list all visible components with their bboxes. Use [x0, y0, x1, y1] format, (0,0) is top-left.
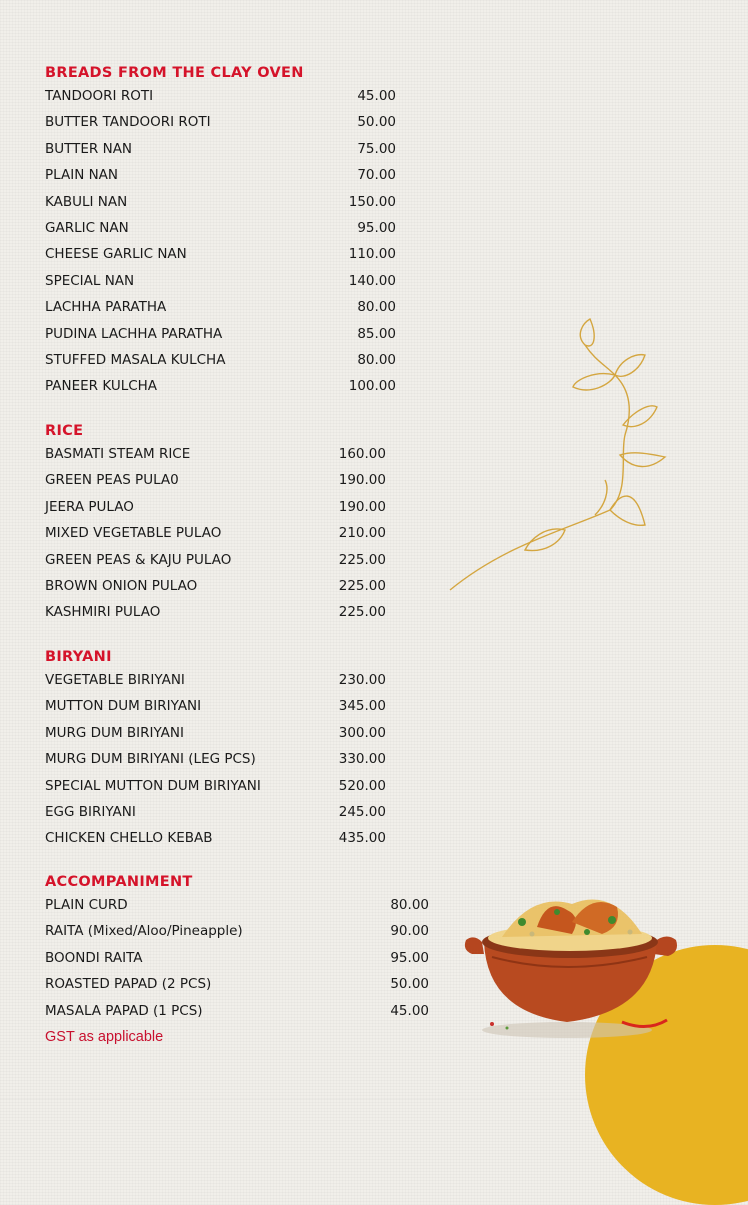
item-name: BUTTER TANDOORI ROTI: [45, 114, 211, 131]
item-price: 75.00: [357, 140, 396, 157]
section-title-rice: RICE: [45, 423, 84, 439]
item-name: PLAIN NAN: [45, 167, 119, 184]
item-name: JEERA PULAO: [45, 498, 134, 515]
section-breads: [45, 63, 396, 400]
menu-item: [45, 971, 429, 997]
item-name: SPECIAL MUTTON DUM BIRIYANI: [45, 777, 261, 794]
item-name: KASHMIRI PULAO: [45, 604, 161, 621]
item-price: 90.00: [390, 923, 429, 940]
menu-item: [45, 373, 396, 399]
item-name: MASALA PAPAD (1 PCS): [45, 1002, 203, 1019]
item-list-accompaniment: [45, 892, 429, 1024]
item-price: 160.00: [338, 446, 386, 462]
item-name: ROASTED PAPAD (2 PCS): [45, 976, 212, 993]
item-price: 80.00: [390, 897, 429, 913]
item-name: BUTTER NAN: [45, 140, 133, 157]
section-biryani: [45, 647, 386, 852]
menu-item: [45, 573, 386, 599]
item-name: CHICKEN CHELLO KEBAB: [45, 830, 213, 847]
item-name: BASMATI STEAM RICE: [45, 446, 191, 462]
item-price: 95.00: [390, 949, 429, 966]
item-name: EGG BIRIYANI: [45, 803, 136, 820]
item-price: 80.00: [357, 351, 396, 368]
menu-item: [45, 799, 386, 825]
menu-item: [45, 918, 429, 944]
menu-item: [45, 109, 396, 135]
item-name: MURG DUM BIRIYANI (LEG PCS): [45, 751, 256, 768]
item-name: CHEESE GARLIC NAN: [45, 246, 187, 263]
item-name: GREEN PEAS PULA0: [45, 472, 179, 489]
menu-item: [45, 667, 386, 693]
item-name: LACHHA PARATHA: [45, 299, 167, 316]
item-price: 345.00: [338, 698, 386, 715]
item-price: 230.00: [338, 672, 386, 688]
menu-item: [45, 693, 386, 719]
menu-item: [45, 294, 396, 320]
section-title-biryani: BIRYANI: [45, 649, 112, 665]
item-price: 225.00: [338, 577, 386, 594]
menu-item: [45, 268, 396, 294]
item-price: 225.00: [338, 551, 386, 568]
item-price: 300.00: [338, 724, 386, 741]
menu-item: [45, 467, 386, 493]
menu-item: [45, 494, 386, 520]
item-name: BOONDI RAITA: [45, 949, 143, 966]
item-price: 190.00: [338, 498, 386, 515]
menu-item: [45, 998, 429, 1024]
item-price: 45.00: [390, 1002, 429, 1019]
item-list-biryani: [45, 667, 386, 852]
menu-item: [45, 136, 396, 162]
gst-note: GST as applicable: [45, 1029, 164, 1045]
item-price: 85.00: [357, 325, 396, 342]
menu-item: [45, 347, 396, 373]
item-name: PLAIN CURD: [45, 897, 128, 913]
menu-item: [45, 599, 386, 625]
item-price: 50.00: [390, 976, 429, 993]
item-name: KABULI NAN: [45, 193, 128, 210]
menu-item: [45, 83, 396, 109]
menu-item: [45, 520, 386, 546]
item-name: GREEN PEAS & KAJU PULAO: [45, 551, 232, 568]
menu-item: [45, 892, 429, 918]
item-price: 190.00: [338, 472, 386, 489]
section-title-breads: BREADS FROM THE CLAY OVEN: [45, 65, 304, 81]
item-price: 95.00: [357, 219, 396, 236]
menu-item: [45, 215, 396, 241]
item-price: 100.00: [348, 378, 396, 395]
item-price: 150.00: [348, 193, 396, 210]
section-accompaniment: [45, 872, 429, 1024]
menu-item: [45, 945, 429, 971]
biryani-bowl-icon: [462, 882, 682, 1042]
menu-item: [45, 825, 386, 851]
item-list-rice: [45, 441, 386, 626]
item-price: 110.00: [348, 246, 396, 263]
item-name: STUFFED MASALA KULCHA: [45, 351, 226, 368]
menu-item: [45, 547, 386, 573]
item-list-breads: [45, 83, 396, 400]
menu-item: [45, 720, 386, 746]
item-name: TANDOORI ROTI: [45, 88, 154, 104]
item-price: 45.00: [357, 88, 396, 104]
item-name: SPECIAL NAN: [45, 272, 135, 289]
item-price: 330.00: [338, 751, 386, 768]
section-rice: [45, 421, 386, 626]
item-price: 435.00: [338, 830, 386, 847]
item-price: 210.00: [338, 525, 386, 542]
menu-item: [45, 773, 386, 799]
menu-item: [45, 441, 386, 467]
item-name: PANEER KULCHA: [45, 378, 158, 395]
item-name: VEGETABLE BIRIYANI: [45, 672, 185, 688]
item-name: BROWN ONION PULAO: [45, 577, 198, 594]
item-name: MURG DUM BIRIYANI: [45, 724, 184, 741]
item-price: 225.00: [338, 604, 386, 621]
menu-item: [45, 162, 396, 188]
item-name: MIXED VEGETABLE PULAO: [45, 525, 222, 542]
item-price: 70.00: [357, 167, 396, 184]
leaf-branch-icon: [445, 315, 675, 595]
item-price: 80.00: [357, 299, 396, 316]
menu-item: [45, 189, 396, 215]
item-name: RAITA (Mixed/Aloo/Pineapple): [45, 923, 243, 940]
item-name: GARLIC NAN: [45, 219, 129, 236]
item-price: 50.00: [357, 114, 396, 131]
menu-item: [45, 321, 396, 347]
item-price: 520.00: [338, 777, 386, 794]
item-price: 140.00: [348, 272, 396, 289]
menu-item: [45, 746, 386, 772]
menu-item: [45, 241, 396, 267]
item-name: PUDINA LACHHA PARATHA: [45, 325, 223, 342]
section-title-accompaniment: ACCOMPANIMENT: [45, 874, 193, 890]
item-price: 245.00: [338, 803, 386, 820]
item-name: MUTTON DUM BIRIYANI: [45, 698, 202, 715]
